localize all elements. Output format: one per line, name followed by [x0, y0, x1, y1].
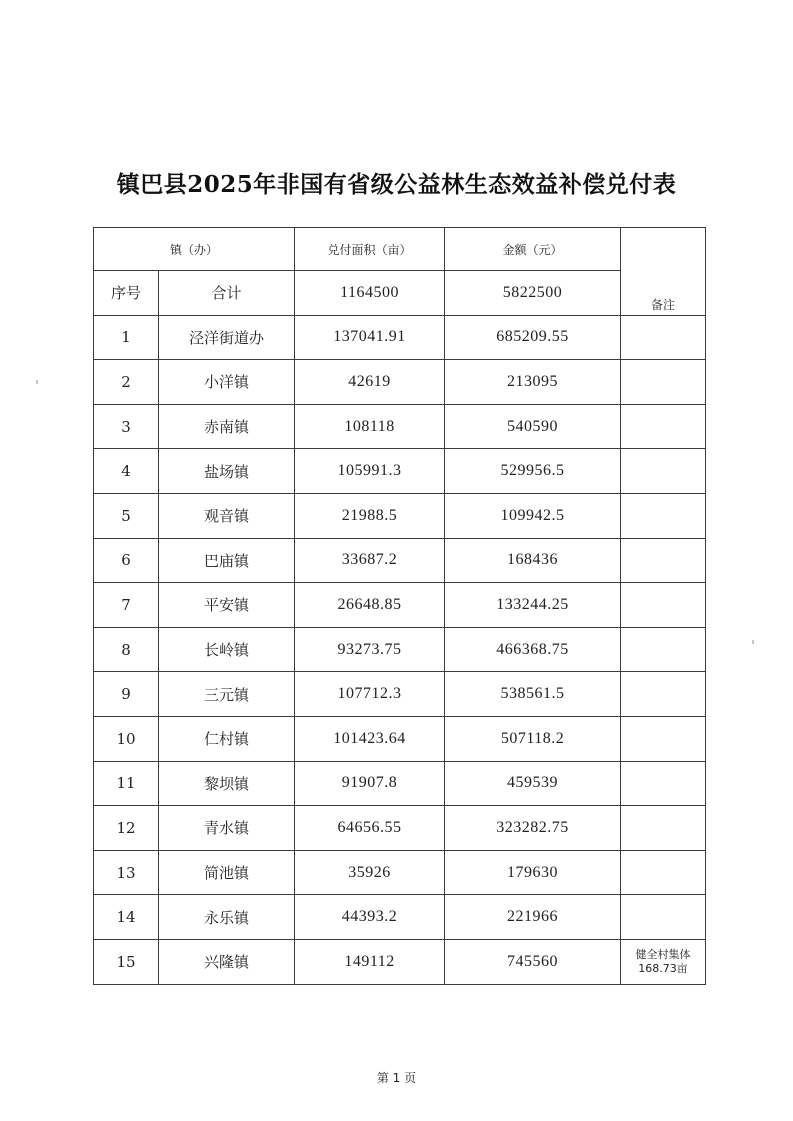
row-town: 简池镇: [159, 850, 295, 895]
row-amount: 109942.5: [445, 493, 621, 538]
row-seq: 15: [94, 939, 159, 984]
row-town: 巴庙镇: [159, 538, 295, 583]
row-remark: [621, 806, 706, 851]
scan-speck: [36, 380, 38, 384]
row-area: 42619: [295, 360, 445, 405]
row-amount: 540590: [445, 404, 621, 449]
row-seq: 4: [94, 449, 159, 494]
row-town: 平安镇: [159, 583, 295, 628]
row-town: 仁村镇: [159, 716, 295, 761]
row-amount: 459539: [445, 761, 621, 806]
row-remark: [621, 850, 706, 895]
row-remark: [621, 716, 706, 761]
table-row: [94, 315, 706, 360]
header-seq: 序号: [94, 271, 159, 316]
row-remark-line: 168.73亩: [638, 961, 688, 975]
header-amount: 金额（元）: [445, 228, 621, 271]
row-area: 35926: [295, 850, 445, 895]
row-seq: 14: [94, 895, 159, 940]
table-row: [94, 850, 706, 895]
row-seq: 12: [94, 806, 159, 851]
total-area: 1164500: [295, 271, 445, 316]
document-title: 镇巴县2025年非国有省级公益林生态效益补偿兑付表: [116, 171, 677, 198]
table-row: [94, 627, 706, 672]
row-area: 26648.85: [295, 583, 445, 628]
row-seq: 9: [94, 672, 159, 717]
row-area: 33687.2: [295, 538, 445, 583]
row-area: 105991.3: [295, 449, 445, 494]
row-area: 108118: [295, 404, 445, 449]
table-body: [94, 228, 706, 985]
row-area: 101423.64: [295, 716, 445, 761]
row-amount: 213095: [445, 360, 621, 405]
header-area: 兑付面积（亩）: [295, 228, 445, 271]
page-number: 第 1 页: [376, 1071, 417, 1085]
row-seq: 2: [94, 360, 159, 405]
compensation-table: [93, 227, 706, 985]
row-remark: [621, 538, 706, 583]
row-amount: 466368.75: [445, 627, 621, 672]
row-town: 永乐镇: [159, 895, 295, 940]
table-row: [94, 939, 706, 984]
row-seq: 6: [94, 538, 159, 583]
table-row: [94, 449, 706, 494]
row-amount: 179630: [445, 850, 621, 895]
row-amount: 538561.5: [445, 672, 621, 717]
table-row: [94, 806, 706, 851]
row-area: 91907.8: [295, 761, 445, 806]
header-town: 镇（办）: [94, 228, 295, 271]
row-remark: [621, 939, 706, 984]
total-row: [94, 271, 706, 316]
row-seq: 11: [94, 761, 159, 806]
row-seq: 10: [94, 716, 159, 761]
row-town: 三元镇: [159, 672, 295, 717]
row-seq: 13: [94, 850, 159, 895]
row-town: 泾洋街道办: [159, 315, 295, 360]
row-amount: 221966: [445, 895, 621, 940]
row-remark: [621, 315, 706, 360]
table-row: [94, 404, 706, 449]
row-amount: 168436: [445, 538, 621, 583]
row-town: 黎坝镇: [159, 761, 295, 806]
row-remark: [621, 761, 706, 806]
row-area: 107712.3: [295, 672, 445, 717]
row-town: 小洋镇: [159, 360, 295, 405]
row-seq: 3: [94, 404, 159, 449]
table-row: [94, 716, 706, 761]
row-amount: 507118.2: [445, 716, 621, 761]
row-town: 青水镇: [159, 806, 295, 851]
table-header-row: [94, 228, 706, 271]
row-area: 64656.55: [295, 806, 445, 851]
row-town: 盐场镇: [159, 449, 295, 494]
row-remark: [621, 360, 706, 405]
row-remark: [621, 583, 706, 628]
header-remark: 备注: [621, 228, 706, 316]
row-amount: 323282.75: [445, 806, 621, 851]
table-row: [94, 672, 706, 717]
table-row: [94, 761, 706, 806]
row-remark: [621, 895, 706, 940]
row-seq: 5: [94, 493, 159, 538]
scan-speck: [752, 640, 754, 644]
row-town: 观音镇: [159, 493, 295, 538]
row-town: 赤南镇: [159, 404, 295, 449]
row-seq: 7: [94, 583, 159, 628]
row-amount: 745560: [445, 939, 621, 984]
row-remark: [621, 493, 706, 538]
row-town: 兴隆镇: [159, 939, 295, 984]
row-area: 44393.2: [295, 895, 445, 940]
row-area: 93273.75: [295, 627, 445, 672]
table-row: [94, 493, 706, 538]
row-seq: 8: [94, 627, 159, 672]
row-area: 149112: [295, 939, 445, 984]
row-remark-line: 健全村集体: [635, 947, 691, 961]
row-amount: 685209.55: [445, 315, 621, 360]
total-amount: 5822500: [445, 271, 621, 316]
row-amount: 133244.25: [445, 583, 621, 628]
row-town: 长岭镇: [159, 627, 295, 672]
row-remark: [621, 627, 706, 672]
row-area: 21988.5: [295, 493, 445, 538]
row-remark: [621, 449, 706, 494]
row-area: 137041.91: [295, 315, 445, 360]
table-row: [94, 360, 706, 405]
table-row: [94, 538, 706, 583]
row-remark: [621, 404, 706, 449]
row-amount: 529956.5: [445, 449, 621, 494]
table-row: [94, 895, 706, 940]
row-seq: 1: [94, 315, 159, 360]
total-label: 合计: [159, 271, 295, 316]
table-row: [94, 583, 706, 628]
row-remark: [621, 672, 706, 717]
